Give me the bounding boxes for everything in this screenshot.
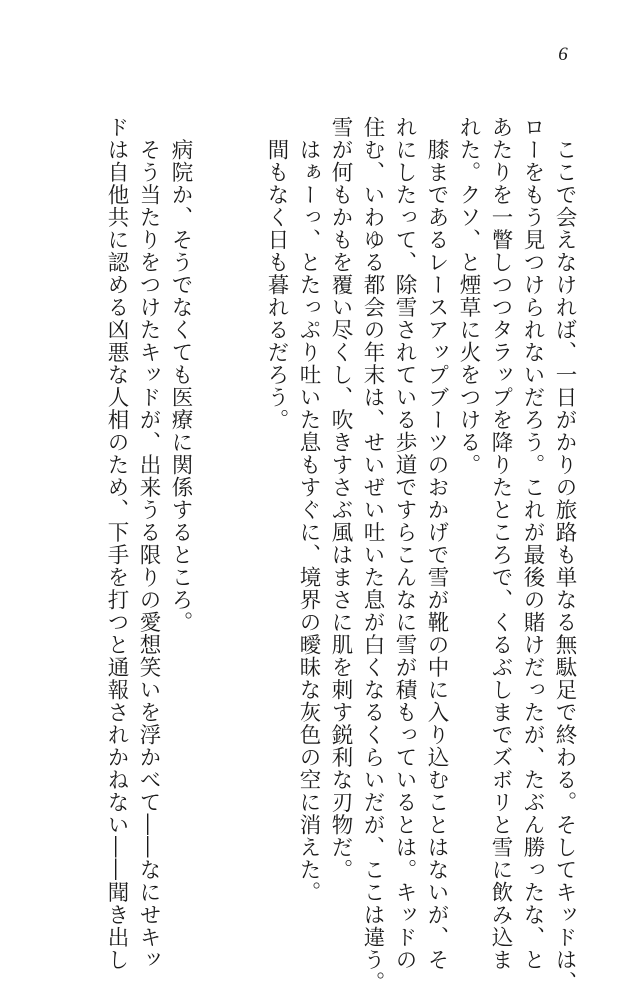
text-line: 雪が何もかもを覆い尽くし、吹きすさぶ風はまさに肌を刺す鋭利な刃物だ。	[328, 116, 353, 881]
page-number: 6	[558, 44, 568, 65]
text-line: 間もなく日も暮れるだろう。	[264, 116, 289, 431]
text-line: 膝まであるレースアップブーツのおかげで雪が靴の中に入り込むことはないが、そ	[424, 116, 449, 971]
text-line: れた。クソ、と煙草に火をつける。	[456, 116, 481, 476]
text-line: 病院か、そうでなくても医療に関係するところ。	[168, 116, 193, 634]
body-text	[100, 116, 580, 994]
text-line: れにしたって、除雪されている歩道ですらこんなに雪が積もっているとは。キッドの	[392, 116, 417, 971]
text-line: はぁーっ、とたっぷり吐いた息もすぐに、境界の曖昧な灰色の空に消えた。	[296, 116, 321, 904]
text-line: 住む、いわゆる都会の年末は、せいぜい吐いた息が白くなるくらいだが、ここは違う。	[360, 116, 385, 994]
section-gap	[196, 116, 260, 876]
text-line: ドは自他共に認める凶悪な人相のため、下手を打つと通報されかねない――聞き出し	[104, 116, 129, 971]
text-line: あたりを一瞥しつつタラップを降りたところで、くるぶしまでズボリと雪に飲み込ま	[488, 116, 513, 971]
text-line: そう当たりをつけたキッドが、出来うる限りの愛想笑いを浮かべて――なにせキッ	[136, 116, 161, 971]
text-line: ここで会えなければ、一日がかりの旅路も単なる無駄足で終わる。そしてキッドは、	[552, 116, 577, 994]
text-line: ローをもう見つけられないだろう。これが最後の賭けだったが、たぶん勝ったな、と	[520, 116, 545, 971]
